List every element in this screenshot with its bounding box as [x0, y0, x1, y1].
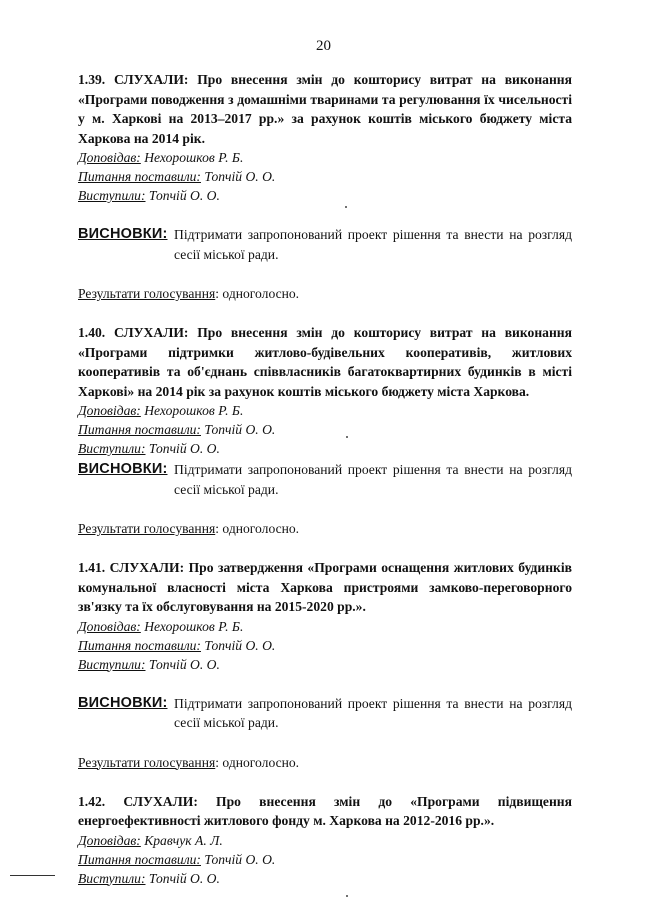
speaker-name: Нехорошков Р. Б.: [144, 618, 244, 634]
scan-speck: [345, 206, 347, 208]
spoke-label: Виступили:: [78, 870, 146, 886]
item-heading: 1.40. СЛУХАЛИ: Про внесення змін до кошторису витрат на виконання «Програми підтримки житлово-будівельних кооперативів, житлових кооперативів та об'єднань співвласників багатоквартирних будинків в місті Харкові» на 2014 рік за рахунок коштів міського бюджету міста Харкова.: [78, 325, 572, 399]
speaker-line: [78, 617, 572, 636]
spoke-name: Топчій О. О.: [148, 870, 220, 886]
questions-name: Топчій О. О.: [204, 851, 276, 867]
spoke-line: [78, 186, 572, 205]
scan-speck: [346, 895, 348, 897]
conclusion-text: Підтримати запропонований проект рішення та внести на розгляд сесії міської ради.: [174, 695, 572, 730]
agenda-item-1-41: [78, 558, 572, 772]
spoke-line: [78, 655, 572, 674]
questions-name: Топчій О. О.: [204, 169, 276, 184]
agenda-item-1-39: [78, 70, 572, 303]
questions-label: Питання поставили:: [78, 851, 201, 867]
voting-result-value: : одноголосно.: [215, 754, 300, 770]
questions-line: [78, 636, 572, 655]
questions-line: [78, 167, 572, 186]
speaker-name: Нехорошков Р. Б.: [144, 403, 244, 418]
speaker-label: Доповідав:: [78, 403, 141, 418]
voting-result: [78, 284, 572, 303]
voting-result-label: Результати голосування: [78, 754, 216, 770]
spoke-label: Виступили:: [78, 656, 146, 672]
conclusion-label: ВИСНОВКИ:: [78, 226, 168, 242]
questions-line: [78, 420, 572, 439]
footnote-rule: [10, 875, 55, 876]
speaker-label: Доповідав:: [78, 618, 141, 634]
speaker-name: Кравчук А. Л.: [144, 832, 223, 848]
item-heading: 1.41. СЛУХАЛИ: Про затвердження «Програми оснащення житлових будинків комунальної власності міста Харкова пристроями замково-переговорного зв'язку та їх обслуговування на 2015-2020 рр.».: [78, 560, 572, 614]
spoke-name: Топчій О. О.: [148, 188, 220, 203]
speaker-line: [78, 831, 572, 850]
agenda-item-1-42: [78, 792, 572, 888]
questions-label: Питання поставили:: [78, 169, 201, 184]
questions-line: [78, 850, 572, 869]
questions-label: Питання поставили:: [78, 637, 201, 653]
scan-speck: [346, 436, 348, 438]
spoke-label: Виступили:: [78, 441, 146, 456]
minutes-content: [78, 70, 572, 888]
questions-name: Топчій О. О.: [204, 422, 276, 437]
conclusion-label: ВИСНОВКИ:: [78, 461, 168, 477]
spoke-name: Топчій О. О.: [148, 441, 220, 456]
item-heading: 1.42. СЛУХАЛИ: Про внесення змін до «Програми підвищення енергоефективності житлового фонду м. Харкова на 2012-2016 рр.».: [78, 793, 572, 828]
voting-result-value: : одноголосно.: [215, 286, 300, 301]
page-number: 20: [316, 38, 331, 54]
conclusion-text: Підтримати запропонований проект рішення та внести на розгляд сесії міської ради.: [174, 227, 572, 262]
item-heading: 1.39. СЛУХАЛИ: Про внесення змін до кошторису витрат на виконання «Програми поводження з домашніми тваринами та регулювання їх чисельності у м. Харкові на 2013–2017 рр.» за рахунок коштів міського бюджету міста Харкова на 2014 рік.: [78, 72, 572, 146]
spoke-line: [78, 439, 572, 458]
conclusion-text: Підтримати запропонований проект рішення та внести на розгляд сесії міської ради.: [174, 462, 572, 497]
voting-result-label: Результати голосування: [78, 521, 216, 536]
voting-result: [78, 753, 572, 772]
conclusion-label: ВИСНОВКИ:: [78, 694, 168, 711]
questions-label: Питання поставили:: [78, 422, 201, 437]
speaker-label: Доповідав:: [78, 150, 141, 165]
voting-result-value: : одноголосно.: [215, 521, 300, 536]
conclusion-block: [78, 225, 572, 264]
conclusion-block: [78, 460, 572, 499]
speaker-line: [78, 401, 572, 420]
voting-result-label: Результати голосування: [78, 286, 216, 301]
questions-name: Топчій О. О.: [204, 637, 276, 653]
speaker-line: [78, 148, 572, 167]
speaker-label: Доповідав:: [78, 832, 141, 848]
spoke-line: [78, 869, 572, 888]
speaker-name: Нехорошков Р. Б.: [144, 150, 244, 165]
spoke-name: Топчій О. О.: [148, 656, 220, 672]
spoke-label: Виступили:: [78, 188, 146, 203]
conclusion-block: [78, 694, 572, 733]
agenda-item-1-40: [78, 323, 572, 538]
voting-result: [78, 519, 572, 538]
